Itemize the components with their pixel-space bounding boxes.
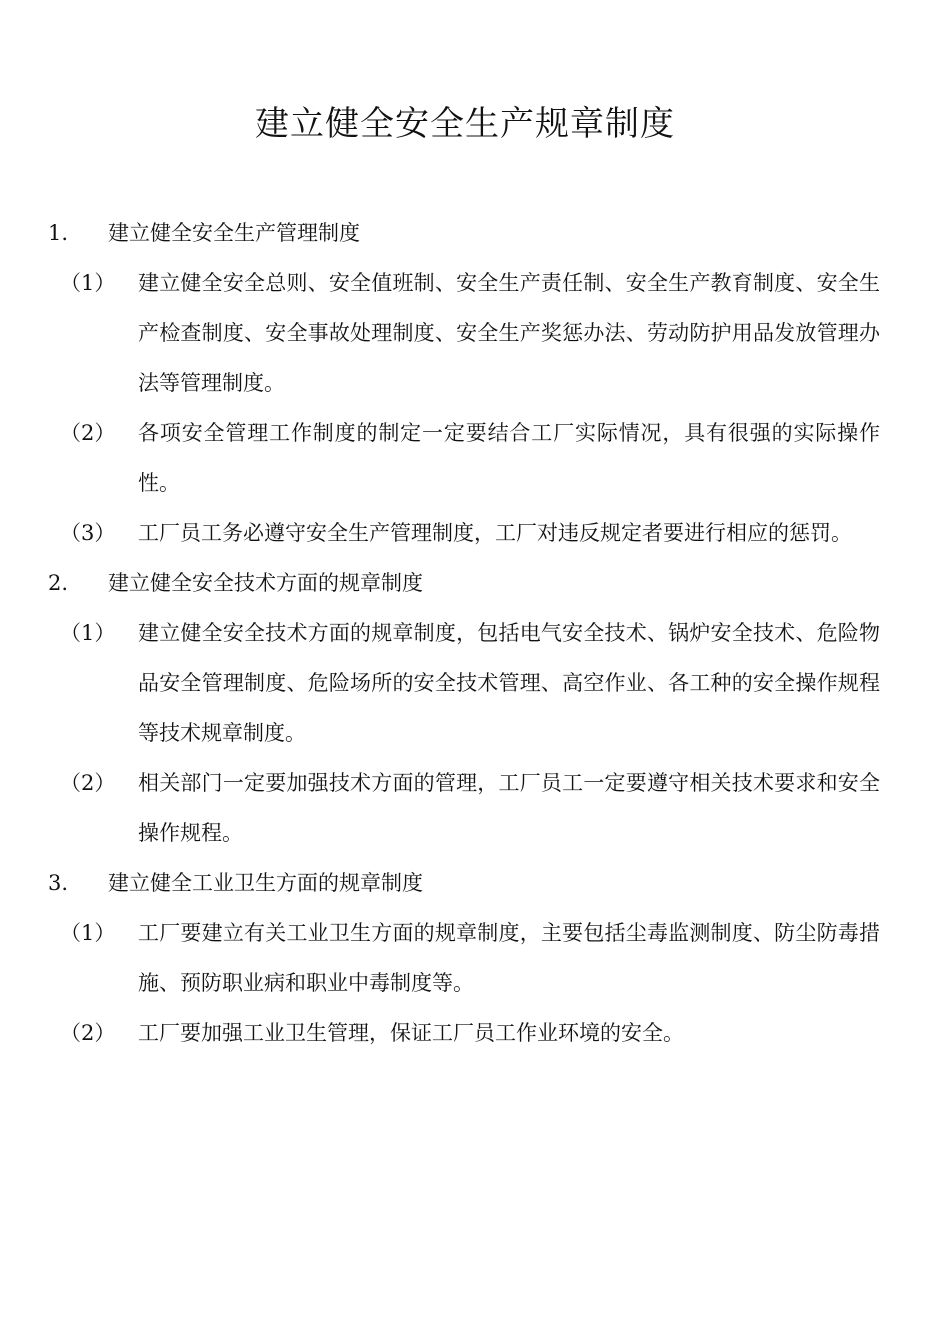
list-item xyxy=(0,758,950,858)
item-number: （1） xyxy=(60,271,116,295)
section-title: 建立健全工业卫生方面的规章制度 xyxy=(108,871,423,895)
item-text: 工厂员工务必遵守安全生产管理制度，工厂对违反规定者要进行相应的惩罚。 xyxy=(138,521,852,545)
item-text: 相关部门一定要加强技术方面的管理，工厂员工一定要遵守相关技术要求和安全操作规程。 xyxy=(138,771,880,845)
item-text: 工厂要建立有关工业卫生方面的规章制度，主要包括尘毒监测制度、防尘防毒措施、预防职业病和职业中毒制度等。 xyxy=(138,921,880,995)
list-item xyxy=(0,508,950,558)
section-number: 2. xyxy=(48,571,69,595)
section-heading-2 xyxy=(0,558,950,608)
document-body xyxy=(0,208,950,1058)
item-number: （3） xyxy=(60,521,116,545)
list-item xyxy=(0,258,950,408)
item-number: （2） xyxy=(60,421,116,445)
list-item xyxy=(0,608,950,758)
page-title: 建立健全安全生产规章制度 xyxy=(255,104,675,144)
section-heading-3 xyxy=(0,858,950,908)
item-number: （1） xyxy=(60,921,116,945)
section-number: 3. xyxy=(48,871,69,895)
section-number: 1. xyxy=(48,221,69,245)
item-number: （2） xyxy=(60,1021,116,1045)
section-heading-1 xyxy=(0,208,950,258)
item-text: 工厂要加强工业卫生管理，保证工厂员工作业环境的安全。 xyxy=(138,1021,684,1045)
section-title: 建立健全安全生产管理制度 xyxy=(108,221,360,245)
item-text: 建立健全安全总则、安全值班制、安全生产责任制、安全生产教育制度、安全生产检查制度、安全事故处理制度、安全生产奖惩办法、劳动防护用品发放管理办法等管理制度。 xyxy=(138,271,880,395)
item-number: （1） xyxy=(60,621,116,645)
list-item xyxy=(0,908,950,1008)
list-item xyxy=(0,408,950,508)
list-item xyxy=(0,1008,950,1058)
item-text: 建立健全安全技术方面的规章制度，包括电气安全技术、锅炉安全技术、危险物品安全管理制度、危险场所的安全技术管理、高空作业、各工种的安全操作规程等技术规章制度。 xyxy=(138,621,880,745)
item-text: 各项安全管理工作制度的制定一定要结合工厂实际情况，具有很强的实际操作性。 xyxy=(138,421,880,495)
item-number: （2） xyxy=(60,771,116,795)
section-title: 建立健全安全技术方面的规章制度 xyxy=(108,571,423,595)
